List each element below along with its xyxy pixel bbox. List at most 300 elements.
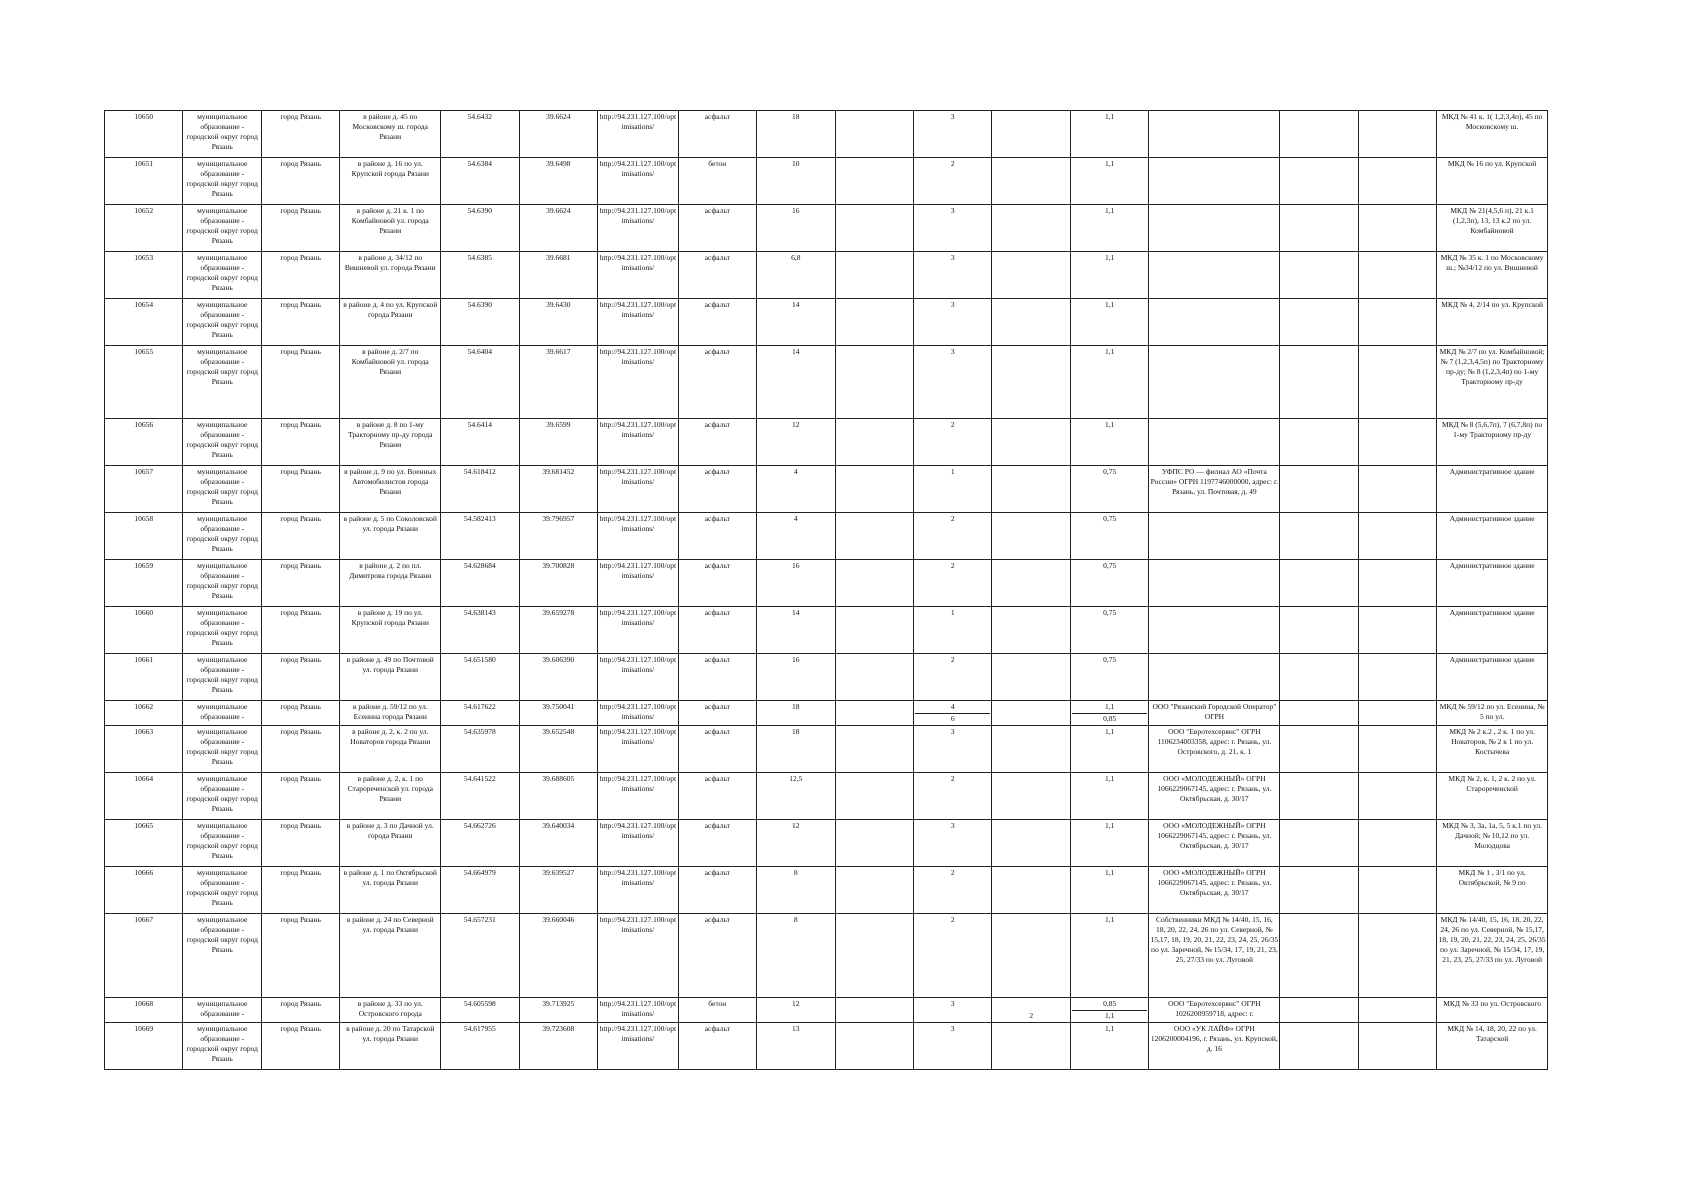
cell-empty — [835, 205, 913, 252]
cell-container-count-2 — [992, 513, 1070, 560]
cell-municipality: муниципальное образование - городской округ город Рязань — [183, 346, 261, 419]
cell-map-link: http://94.231.127.100/optimisations/ — [598, 914, 679, 998]
cell-city: город Рязань — [261, 726, 339, 773]
cell-map-link: http://94.231.127.100/optimisations/ — [598, 346, 679, 419]
cell-area: 10 — [757, 158, 835, 205]
cell-served-buildings: Административное здание — [1437, 654, 1548, 701]
cell-city: город Рязань — [261, 701, 339, 726]
cell-empty — [1358, 346, 1436, 419]
cell-map-link: http://94.231.127.100/optimisations/ — [598, 820, 679, 867]
cell-container-count: 3 — [914, 299, 992, 346]
cell-empty — [1358, 867, 1436, 914]
cell-number: 10664 — [105, 773, 183, 820]
cell-latitude: 54.617622 — [441, 701, 519, 726]
cell-longitude: 39.6681 — [519, 252, 597, 299]
cell-municipality: муниципальное образование - городской округ город Рязань — [183, 820, 261, 867]
cell-address: в районе д. 2/7 по Комбайновой ул. города Рязани — [340, 346, 441, 419]
cell-area: 16 — [757, 654, 835, 701]
cell-map-link: http://94.231.127.100/optimisations/ — [598, 466, 679, 513]
cell-number: 10661 — [105, 654, 183, 701]
cell-city: город Рязань — [261, 205, 339, 252]
cell-address: в районе д. 5 по Соколовской ул. города Рязани — [340, 513, 441, 560]
cell-area: 12,5 — [757, 773, 835, 820]
cell-latitude: 54.6414 — [441, 419, 519, 466]
cell-surface: асфальт — [678, 773, 756, 820]
cell-address: в районе д. 8 по 1-му Тракторному пр-ду города Рязани — [340, 419, 441, 466]
cell-owner: ООО «МОЛОДЕЖНЫЙ» ОГРН 1066229067145, адрес: г. Рязань, ул. Октябрьская, д. 30/17 — [1149, 867, 1280, 914]
cell-city: город Рязань — [261, 513, 339, 560]
table-row — [105, 299, 1548, 346]
cell-latitude: 54.6385 — [441, 252, 519, 299]
cell-number: 10654 — [105, 299, 183, 346]
cell-area: 4 — [757, 513, 835, 560]
cell-container-count-2 — [992, 560, 1070, 607]
cell-municipality: муниципальное образование - городской округ город Рязань — [183, 560, 261, 607]
cell-container-volume: 1,1 — [1070, 419, 1148, 466]
cell-latitude: 54.635978 — [441, 726, 519, 773]
cell-container-count-2 — [992, 867, 1070, 914]
cell-container-count: 2 — [914, 560, 992, 607]
cell-owner — [1149, 654, 1280, 701]
cell-container-volume: 0,75 — [1070, 466, 1148, 513]
cell-empty — [835, 701, 913, 726]
cell-longitude: 39.6599 — [519, 419, 597, 466]
cell-map-link: http://94.231.127.100/optimisations/ — [598, 560, 679, 607]
cell-address: в районе д. 19 по ул. Крупской города Рязани — [340, 607, 441, 654]
cell-empty — [1280, 701, 1358, 726]
cell-latitude: 54.617955 — [441, 1023, 519, 1070]
cell-latitude: 54.628684 — [441, 560, 519, 607]
cell-container-count: 4 6 — [914, 701, 992, 726]
cell-municipality: муниципальное образование - городской округ город Рязань — [183, 773, 261, 820]
cell-surface: бетон — [678, 998, 756, 1023]
table-row — [105, 914, 1548, 998]
cell-served-buildings: МКД № 3, 3а, 1а, 5, 5 к.1 по ул. Дачной; № 10,12 по ул. Молодцова — [1437, 820, 1548, 867]
cell-city: город Рязань — [261, 560, 339, 607]
cell-map-link: http://94.231.127.100/optimisations/ — [598, 726, 679, 773]
cell-municipality: муниципальное образование - — [183, 701, 261, 726]
cell-city: город Рязань — [261, 820, 339, 867]
cell-container-count: 1 — [914, 466, 992, 513]
cell-container-count-2 — [992, 252, 1070, 299]
table-row — [105, 252, 1548, 299]
cell-number: 10656 — [105, 419, 183, 466]
cell-served-buildings: Административное здание — [1437, 560, 1548, 607]
cell-latitude: 54.618412 — [441, 466, 519, 513]
cell-longitude: 39.713925 — [519, 998, 597, 1023]
sub-container-volume: 1,1 — [1072, 1010, 1147, 1021]
cell-city: город Рязань — [261, 252, 339, 299]
cell-served-buildings: МКД № 8 (5,6,7п), 7 (6,7,8п) по 1-му Тракторному пр-ду — [1437, 419, 1548, 466]
cell-address: в районе д. 20 по Татарской ул. города Рязани — [340, 1023, 441, 1070]
cell-surface: асфальт — [678, 701, 756, 726]
cell-area: 8 — [757, 914, 835, 998]
cell-container-volume: 1,1 — [1070, 1023, 1148, 1070]
cell-empty — [1280, 299, 1358, 346]
cell-empty — [1280, 726, 1358, 773]
cell-container-count-2: 2 — [992, 998, 1070, 1023]
cell-container-count-2 — [992, 726, 1070, 773]
cell-container-volume: 1,1 — [1070, 726, 1148, 773]
cell-container-count: 3 — [914, 998, 992, 1023]
cell-empty — [1280, 773, 1358, 820]
cell-empty — [1280, 607, 1358, 654]
cell-address: в районе д. 2 по пл. Димитрова города Рязани — [340, 560, 441, 607]
cell-area: 4 — [757, 466, 835, 513]
container-sites-table — [104, 110, 1548, 1070]
cell-container-count: 2 — [914, 513, 992, 560]
cell-number: 10657 — [105, 466, 183, 513]
table-row — [105, 111, 1548, 158]
cell-container-count: 1 — [914, 607, 992, 654]
cell-empty — [835, 914, 913, 998]
cell-surface: асфальт — [678, 914, 756, 998]
cell-empty — [1280, 513, 1358, 560]
cell-area: 14 — [757, 299, 835, 346]
table-row — [105, 654, 1548, 701]
cell-empty — [835, 513, 913, 560]
cell-empty — [1358, 419, 1436, 466]
cell-address: в районе д. 16 по ул. Крупской города Рязани — [340, 158, 441, 205]
cell-empty — [1280, 158, 1358, 205]
cell-map-link: http://94.231.127.100/optimisations/ — [598, 773, 679, 820]
cell-empty — [1358, 820, 1436, 867]
cell-address: в районе д. 45 по Московскому ш. города Рязани — [340, 111, 441, 158]
cell-served-buildings: МКД № 2 к.2 , 2 к. 1 по ул. Новаторов, № 2 к 1 по ул. Костычева — [1437, 726, 1548, 773]
cell-empty — [1358, 654, 1436, 701]
cell-container-count-2 — [992, 111, 1070, 158]
cell-served-buildings: МКД № 16 по ул. Крупской — [1437, 158, 1548, 205]
cell-empty — [835, 299, 913, 346]
cell-empty — [835, 654, 913, 701]
cell-address: в районе д. 34/12 по Вишневой ул. города Рязани — [340, 252, 441, 299]
cell-container-count-2 — [992, 299, 1070, 346]
cell-empty — [1358, 914, 1436, 998]
cell-area: 16 — [757, 205, 835, 252]
cell-empty — [1358, 560, 1436, 607]
cell-empty — [835, 867, 913, 914]
cell-city: город Рязань — [261, 607, 339, 654]
cell-container-volume: 0,75 — [1070, 560, 1148, 607]
cell-container-volume: 1,1 — [1070, 914, 1148, 998]
registry-sheet — [104, 110, 1548, 1070]
table-row — [105, 820, 1548, 867]
cell-empty — [1280, 560, 1358, 607]
cell-latitude: 54.6390 — [441, 205, 519, 252]
cell-municipality: муниципальное образование - городской округ город Рязань — [183, 158, 261, 205]
cell-served-buildings: Административное здание — [1437, 466, 1548, 513]
cell-empty — [1358, 466, 1436, 513]
cell-area: 8 — [757, 867, 835, 914]
cell-address: в районе д. 49 по Почтовой ул. города Рязани — [340, 654, 441, 701]
cell-empty — [1280, 820, 1358, 867]
cell-container-volume: 1,1 — [1070, 867, 1148, 914]
cell-surface: асфальт — [678, 654, 756, 701]
cell-area: 13 — [757, 1023, 835, 1070]
cell-surface: асфальт — [678, 252, 756, 299]
cell-area: 14 — [757, 607, 835, 654]
cell-area: 12 — [757, 419, 835, 466]
cell-served-buildings: Административное здание — [1437, 607, 1548, 654]
cell-empty — [835, 560, 913, 607]
cell-municipality: муниципальное образование - городской округ город Рязань — [183, 867, 261, 914]
cell-container-volume: 0,75 — [1070, 654, 1148, 701]
cell-empty — [1358, 158, 1436, 205]
cell-municipality: муниципальное образование - городской округ город Рязань — [183, 419, 261, 466]
cell-area: 12 — [757, 820, 835, 867]
cell-owner — [1149, 607, 1280, 654]
cell-latitude: 54.641522 — [441, 773, 519, 820]
cell-empty — [835, 726, 913, 773]
cell-container-volume: 1,1 — [1070, 299, 1148, 346]
cell-map-link: http://94.231.127.100/optimisations/ — [598, 158, 679, 205]
table-row — [105, 205, 1548, 252]
cell-empty — [1358, 299, 1436, 346]
cell-municipality: муниципальное образование - — [183, 998, 261, 1023]
cell-map-link: http://94.231.127.100/optimisations/ — [598, 1023, 679, 1070]
cell-surface: асфальт — [678, 466, 756, 513]
cell-latitude: 54.664979 — [441, 867, 519, 914]
cell-latitude: 54.6384 — [441, 158, 519, 205]
cell-longitude: 39.652548 — [519, 726, 597, 773]
cell-served-buildings: МКД № 14/40, 15, 16, 18, 20, 22, 24, 26 по ул. Северной, № 15,17, 18, 19, 20, 21, 22, 23, 24, 25, 26/35 по ул. Заречной, № 15/34, 17, 19, 21, 23, 25, 27/33 по ул. Луговой — [1437, 914, 1548, 998]
cell-empty — [835, 466, 913, 513]
cell-map-link: http://94.231.127.100/optimisations/ — [598, 252, 679, 299]
cell-number: 10660 — [105, 607, 183, 654]
cell-served-buildings: МКД № 14, 18, 20, 22 по ул. Татарской — [1437, 1023, 1548, 1070]
cell-municipality: муниципальное образование - городской округ город Рязань — [183, 726, 261, 773]
cell-surface: асфальт — [678, 205, 756, 252]
table-row — [105, 466, 1548, 513]
cell-surface: асфальт — [678, 820, 756, 867]
cell-served-buildings: МКД № 4, 2/14 по ул. Крупской — [1437, 299, 1548, 346]
cell-latitude: 54.582413 — [441, 513, 519, 560]
cell-number: 10651 — [105, 158, 183, 205]
cell-empty — [1358, 1023, 1436, 1070]
cell-city: город Рязань — [261, 1023, 339, 1070]
cell-container-count: 2 — [914, 867, 992, 914]
cell-municipality: муниципальное образование - городской округ город Рязань — [183, 252, 261, 299]
cell-number: 10668 — [105, 998, 183, 1023]
cell-longitude: 39.723608 — [519, 1023, 597, 1070]
cell-map-link: http://94.231.127.100/optimisations/ — [598, 867, 679, 914]
table-row — [105, 158, 1548, 205]
cell-longitude: 39.606390 — [519, 654, 597, 701]
cell-owner: ООО «УК ЛАЙФ» ОГРН 1206200004196, г. Рязань, ул. Крупской, д. 16 — [1149, 1023, 1280, 1070]
cell-longitude: 39.640034 — [519, 820, 597, 867]
cell-address: в районе д. 2, к. 2 по ул. Новаторов города Рязани — [340, 726, 441, 773]
cell-container-count: 3 — [914, 346, 992, 419]
cell-latitude: 54.605598 — [441, 998, 519, 1023]
cell-empty — [835, 346, 913, 419]
table-row — [105, 867, 1548, 914]
cell-container-count-2 — [992, 701, 1070, 726]
table-row — [105, 701, 1548, 726]
cell-map-link: http://94.231.127.100/optimisations/ — [598, 607, 679, 654]
cell-owner — [1149, 346, 1280, 419]
cell-surface: асфальт — [678, 726, 756, 773]
cell-empty — [1280, 466, 1358, 513]
cell-city: город Рязань — [261, 111, 339, 158]
cell-served-buildings: МКД № 2, к. 1, 2 к. 2 по ул. Старореченской — [1437, 773, 1548, 820]
cell-empty — [1280, 252, 1358, 299]
cell-owner: ООО «МОЛОДЕЖНЫЙ» ОГРН 1066229067145, адрес: г. Рязань, ул. Октябрьская, д. 30/17 — [1149, 773, 1280, 820]
cell-latitude: 54.657231 — [441, 914, 519, 998]
cell-empty — [1280, 1023, 1358, 1070]
cell-number: 10653 — [105, 252, 183, 299]
cell-container-count: 2 — [914, 419, 992, 466]
cell-longitude: 39.796957 — [519, 513, 597, 560]
cell-municipality: муниципальное образование - городской округ город Рязань — [183, 607, 261, 654]
cell-owner: ООО «МОЛОДЕЖНЫЙ» ОГРН 1066229067145, адрес: г. Рязань, ул. Октябрьская, д. 30/17 — [1149, 820, 1280, 867]
table-row — [105, 346, 1548, 419]
cell-owner: ООО "Евротехсервис" ОГРН 1106234003358, адрес: г. Рязань, ул. Островского, д. 21, к. 1 — [1149, 726, 1280, 773]
cell-city: город Рязань — [261, 346, 339, 419]
cell-latitude: 54.6390 — [441, 299, 519, 346]
cell-city: город Рязань — [261, 158, 339, 205]
cell-city: город Рязань — [261, 654, 339, 701]
sub-container-volume: 0,85 — [1072, 713, 1147, 724]
cell-longitude: 39.659278 — [519, 607, 597, 654]
cell-empty — [1280, 998, 1358, 1023]
cell-empty — [1358, 607, 1436, 654]
cell-empty — [1358, 701, 1436, 726]
cell-surface: асфальт — [678, 607, 756, 654]
cell-latitude: 54.6432 — [441, 111, 519, 158]
cell-empty — [1358, 726, 1436, 773]
cell-number: 10659 — [105, 560, 183, 607]
cell-empty — [835, 998, 913, 1023]
table-row — [105, 513, 1548, 560]
cell-owner — [1149, 205, 1280, 252]
cell-longitude: 39.688605 — [519, 773, 597, 820]
cell-surface: бетон — [678, 158, 756, 205]
cell-container-count-2 — [992, 346, 1070, 419]
cell-container-volume: 0,75 — [1070, 513, 1148, 560]
cell-owner: УФПС РО — филиал АО «Почта России» ОГРН 1197746000000, адрес: г. Рязань, ул. Почтовая, д. 49 — [1149, 466, 1280, 513]
table-row — [105, 1023, 1548, 1070]
cell-area: 18 — [757, 111, 835, 158]
table-row — [105, 998, 1548, 1023]
cell-city: город Рязань — [261, 419, 339, 466]
cell-container-count: 3 — [914, 205, 992, 252]
cell-map-link: http://94.231.127.100/optimisations/ — [598, 654, 679, 701]
cell-empty — [835, 111, 913, 158]
cell-owner — [1149, 419, 1280, 466]
cell-owner — [1149, 111, 1280, 158]
cell-empty — [1358, 998, 1436, 1023]
cell-municipality: муниципальное образование - городской округ город Рязань — [183, 914, 261, 998]
cell-container-count-2 — [992, 205, 1070, 252]
cell-number: 10655 — [105, 346, 183, 419]
cell-empty — [1358, 111, 1436, 158]
table-row — [105, 607, 1548, 654]
cell-empty — [835, 252, 913, 299]
cell-owner — [1149, 513, 1280, 560]
cell-longitude: 39.6624 — [519, 205, 597, 252]
cell-empty — [835, 820, 913, 867]
cell-number: 10666 — [105, 867, 183, 914]
cell-container-count: 3 — [914, 726, 992, 773]
cell-container-count: 2 — [914, 914, 992, 998]
cell-container-count: 3 — [914, 252, 992, 299]
cell-number: 10667 — [105, 914, 183, 998]
cell-served-buildings: МКД № 35 к. 1 по Московскому ш.; №34/12 по ул. Вишневой — [1437, 252, 1548, 299]
cell-address: в районе д. 21 к. 1 по Комбайновой ул. города Рязани — [340, 205, 441, 252]
cell-surface: асфальт — [678, 513, 756, 560]
cell-served-buildings: МКД № 41 к. 1( 1,2,3,4п), 45 по Московскому ш. — [1437, 111, 1548, 158]
cell-area: 18 — [757, 726, 835, 773]
cell-surface: асфальт — [678, 346, 756, 419]
cell-number: 10669 — [105, 1023, 183, 1070]
cell-served-buildings: Административное здание — [1437, 513, 1548, 560]
cell-empty — [835, 419, 913, 466]
cell-empty — [1280, 111, 1358, 158]
cell-longitude: 39.6624 — [519, 111, 597, 158]
cell-served-buildings: МКД № 1 , 3/1 по ул. Октябрьской, № 9 по — [1437, 867, 1548, 914]
cell-map-link: http://94.231.127.100/optimisations/ — [598, 701, 679, 726]
cell-latitude: 54.662726 — [441, 820, 519, 867]
cell-municipality: муниципальное образование - городской округ город Рязань — [183, 1023, 261, 1070]
cell-surface: асфальт — [678, 299, 756, 346]
cell-container-count-2 — [992, 158, 1070, 205]
cell-container-volume: 1,1 — [1070, 158, 1148, 205]
table-row — [105, 773, 1548, 820]
cell-longitude: 39.700828 — [519, 560, 597, 607]
cell-container-volume: 1,1 — [1070, 205, 1148, 252]
cell-city: город Рязань — [261, 914, 339, 998]
cell-container-volume: 0,85 1,1 — [1070, 998, 1148, 1023]
cell-number: 10662 — [105, 701, 183, 726]
cell-map-link: http://94.231.127.100/optimisations/ — [598, 513, 679, 560]
cell-number: 10658 — [105, 513, 183, 560]
cell-container-count-2 — [992, 419, 1070, 466]
cell-container-volume: 1,1 — [1070, 252, 1148, 299]
cell-municipality: муниципальное образование - городской округ город Рязань — [183, 513, 261, 560]
cell-address: в районе д. 9 по ул. Военных Автомобилистов города Рязани — [340, 466, 441, 513]
cell-map-link: http://94.231.127.100/optimisations/ — [598, 299, 679, 346]
cell-empty — [1280, 654, 1358, 701]
cell-served-buildings: МКД № 33 по ул. Островского — [1437, 998, 1548, 1023]
cell-owner — [1149, 299, 1280, 346]
cell-surface: асфальт — [678, 1023, 756, 1070]
cell-empty — [1280, 419, 1358, 466]
cell-owner: ООО "Рязанский Городской Оператор" ОГРН — [1149, 701, 1280, 726]
cell-owner — [1149, 158, 1280, 205]
cell-latitude: 54.651580 — [441, 654, 519, 701]
cell-container-count-2 — [992, 773, 1070, 820]
cell-municipality: муниципальное образование - городской округ город Рязань — [183, 299, 261, 346]
cell-area: 18 — [757, 701, 835, 726]
cell-empty — [1280, 346, 1358, 419]
cell-empty — [1358, 513, 1436, 560]
cell-served-buildings: МКД № 21(4,5,6 п), 21 к.1 (1,2,3п), 13, 13 к.2 по ул. Комбайновой — [1437, 205, 1548, 252]
sub-container-count: 6 — [915, 713, 990, 724]
cell-address: в районе д. 59/12 по ул. Есенина города Рязани — [340, 701, 441, 726]
cell-empty — [1280, 914, 1358, 998]
cell-container-volume: 1,1 — [1070, 773, 1148, 820]
cell-owner: Собственники МКД № 14/40, 15, 16, 18, 20, 22, 24, 26 по ул. Северной, № 15,17, 18, 19, 20, 21, 22, 23, 24, 25, 26/35 по ул. Заречной, № 15/34, 17, 19, 21, 23, 25, 27/33 по ул. Луговой — [1149, 914, 1280, 998]
table-row — [105, 419, 1548, 466]
cell-number: 10650 — [105, 111, 183, 158]
cell-container-count-2 — [992, 914, 1070, 998]
cell-number: 10652 — [105, 205, 183, 252]
cell-longitude: 39.6498 — [519, 158, 597, 205]
cell-empty — [835, 158, 913, 205]
cell-surface: асфальт — [678, 560, 756, 607]
cell-number: 10665 — [105, 820, 183, 867]
cell-city: город Рязань — [261, 998, 339, 1023]
